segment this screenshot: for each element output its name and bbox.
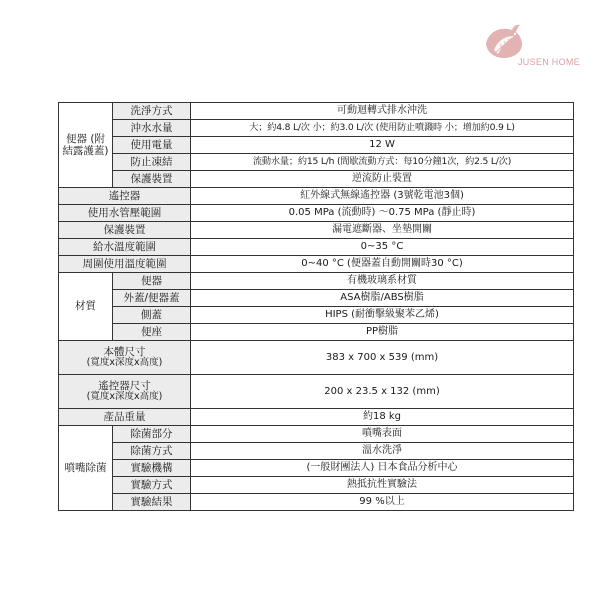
row-label: 側蓋 — [113, 307, 191, 324]
table-row — [59, 290, 574, 307]
row-label: 防止凍結 — [113, 154, 191, 171]
row-sublabel: (寬度x深度x高度) — [86, 391, 163, 403]
row-value: 紅外線式無線遙控器 (3號乾電池3個) — [191, 188, 574, 205]
table-row — [59, 443, 574, 460]
row-label: 遙控器 — [59, 188, 191, 205]
row-value: 流動水量；約15 L/h (間歇流動方式：每10分鐘1次，約2.5 L/次) — [191, 154, 574, 171]
table-row — [59, 205, 574, 222]
table-row — [59, 137, 574, 154]
brand-logo — [482, 22, 594, 72]
table-row — [59, 341, 574, 375]
table-row — [59, 494, 574, 511]
table-row — [59, 477, 574, 494]
table-row — [59, 188, 574, 205]
row-label: 本體尺寸 — [103, 346, 146, 358]
row-value: 0~40 °C (便器蓋自動開關時30 °C) — [191, 256, 574, 273]
row-value: 溫水洗淨 — [191, 443, 574, 460]
row-label: 周圍使用溫度範圍 — [59, 256, 191, 273]
row-value: HIPS (耐衝擊級聚苯乙烯) — [191, 307, 574, 324]
table-row — [59, 324, 574, 341]
row-value: 逆流防止裝置 — [191, 171, 574, 188]
row-label: 產品重量 — [59, 409, 191, 426]
row-value: 大；約4.8 L/次 小；約3.0 L/次 (使用防止噴濺時 小；增加約0.9 L) — [191, 120, 574, 137]
row-label-dimensions — [59, 341, 191, 375]
table-row — [59, 460, 574, 477]
row-label: 沖水水量 — [113, 120, 191, 137]
row-label: 實驗方式 — [113, 477, 191, 494]
table-row — [59, 120, 574, 137]
row-label: 洗淨方式 — [113, 103, 191, 120]
table-row — [59, 239, 574, 256]
row-label: 除菌方式 — [113, 443, 191, 460]
category-nozzle: 噴嘴除菌 — [59, 426, 113, 511]
row-label: 保護裝置 — [113, 171, 191, 188]
row-label: 保護裝置 — [59, 222, 191, 239]
row-value: PP樹脂 — [191, 324, 574, 341]
spec-table — [58, 102, 574, 511]
table-row — [59, 307, 574, 324]
table-row — [59, 103, 574, 120]
row-label: 外蓋/便器蓋 — [113, 290, 191, 307]
row-label-dimensions — [59, 375, 191, 409]
table-row — [59, 154, 574, 171]
row-label: 使用水管壓範圍 — [59, 205, 191, 222]
bird-leaf-logo-icon — [482, 22, 526, 62]
row-label: 除菌部分 — [113, 426, 191, 443]
row-value: 噴嘴表面 — [191, 426, 574, 443]
row-value: 熱抵抗性實驗法 — [191, 477, 574, 494]
row-label: 實驗結果 — [113, 494, 191, 511]
row-value: 有機玻璃系材質 — [191, 273, 574, 290]
table-row — [59, 256, 574, 273]
row-value: ASA樹脂/ABS樹脂 — [191, 290, 574, 307]
row-value: 383 x 700 x 539 (mm) — [191, 341, 574, 375]
table-row — [59, 426, 574, 443]
row-value: (一般財團法人) 日本食品分析中心 — [191, 460, 574, 477]
category-material: 材質 — [59, 273, 113, 341]
row-label: 便座 — [113, 324, 191, 341]
brand-name: JUSEN HOME — [518, 57, 581, 67]
row-value: 可動迴轉式排水沖洗 — [191, 103, 574, 120]
row-value: 200 x 23.5 x 132 (mm) — [191, 375, 574, 409]
row-label: 便器 — [113, 273, 191, 290]
row-label: 實驗機構 — [113, 460, 191, 477]
table-row — [59, 171, 574, 188]
row-sublabel: (寬度x深度x高度) — [86, 357, 163, 369]
row-value: 99 %以上 — [191, 494, 574, 511]
table-row — [59, 409, 574, 426]
row-value: 0.05 MPa (流動時) ～0.75 MPa (靜止時) — [191, 205, 574, 222]
row-label: 遙控器尺寸 — [98, 380, 151, 392]
table-row — [59, 222, 574, 239]
row-label: 給水溫度範圍 — [59, 239, 191, 256]
row-value: 漏電遮斷器、坐墊開關 — [191, 222, 574, 239]
row-value: 0~35 °C — [191, 239, 574, 256]
table-row — [59, 375, 574, 409]
table-row — [59, 273, 574, 290]
row-value: 12 W — [191, 137, 574, 154]
category-toilet: 便器 (附結露護蓋) — [59, 103, 113, 188]
row-value: 約18 kg — [191, 409, 574, 426]
row-label: 使用電量 — [113, 137, 191, 154]
